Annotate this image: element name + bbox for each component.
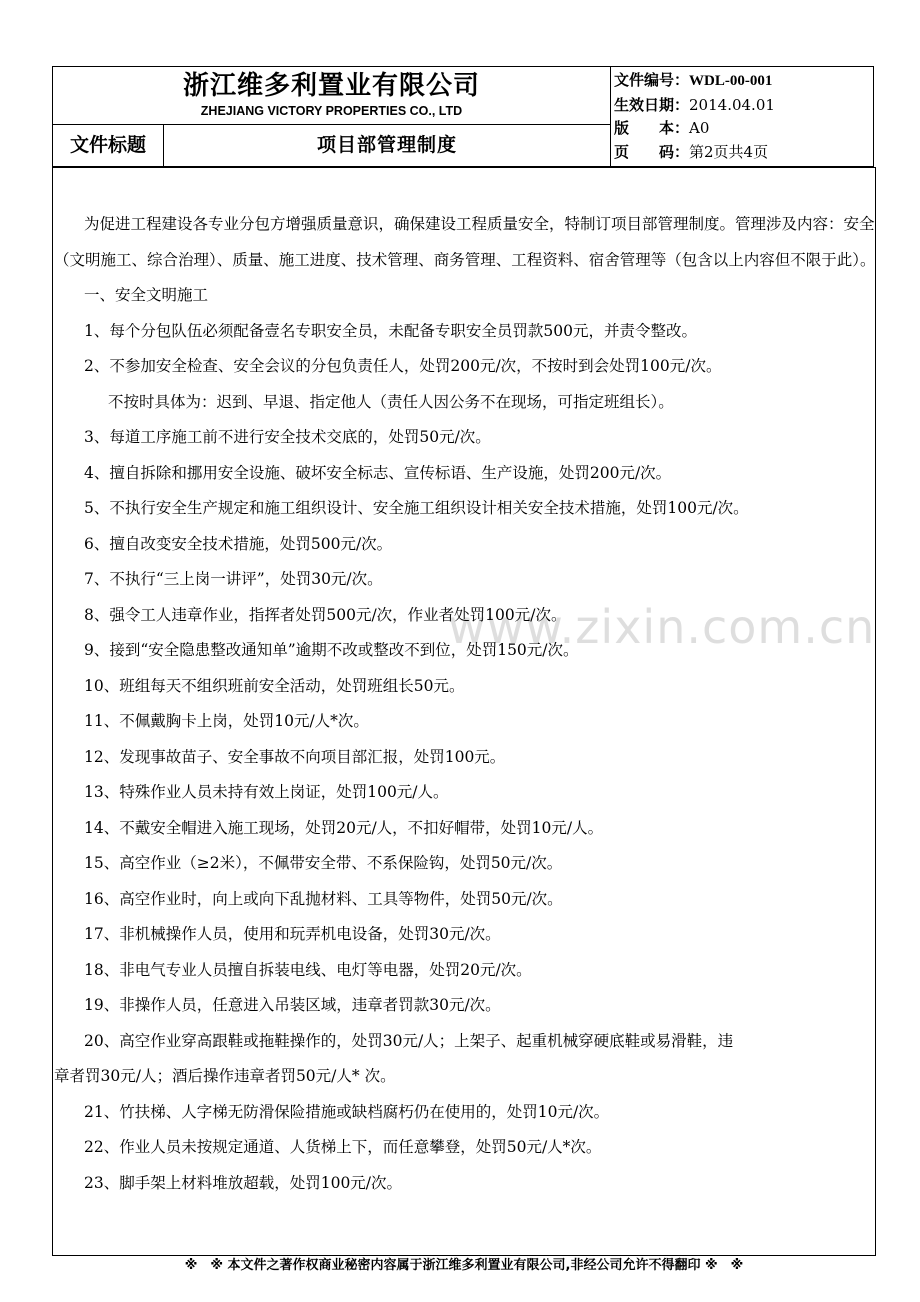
meta-page: 页 码：第2页共4页 [614,142,769,161]
list-item: 12、发现事故苗子、安全事故不向项目部汇报，处罚100元。 [84,747,506,766]
company-name-en: ZHEJIANG VICTORY PROPERTIES CO., LTD [200,104,463,118]
list-item: 17、非机械操作人员，使用和玩弄机电设备，处罚30元/次。 [84,925,501,943]
copyright-footer: ※ ※ 本文件之著作权商业秘密内容属于浙江维多利置业有限公司,非经公司允许不得翻印 ※ ※ [184,1258,744,1273]
list-item: 16、高空作业时，向上或向下乱抛材料、工具等物件，处罚50元/次。 [84,889,563,908]
list-item: 6、擅自改变安全技术措施，处罚500元/次。 [84,534,393,553]
list-item: 21、竹扶梯、人字梯无防滑保险措施或缺档腐朽仍在使用的，处罚10元/次。 [84,1102,610,1121]
intro-paragraph: 为促进工程建设各专业分包方增强质量意识，确保建设工程质量安全，特制订项目部管理制度。管理涉及内容：安全（文明施工、综合治理）、质量、施工进度、技术管理、商务管理、工程资料、宿舍管理等（包含以上内容但不限于此）。 [54,215,876,269]
list-item: 18、非电气专业人员擅自拆装电线、电灯等电器，处罚20元/次。 [84,960,532,979]
list-item: 1、每个分包队伍必须配备壹名专职安全员，未配备专职安全员罚款500元，并责令整改。 [84,321,697,340]
doc-title: 项目部管理制度 [164,125,611,166]
list-item-continuation: 章者罚30元/人；酒后操作违章者罚50元/人* 次。 [54,1067,396,1085]
document-header [52,66,874,167]
list-item: 11、不佩戴胸卡上岗，处罚10元/人*次。 [84,712,369,730]
list-item: 20、高空作业穿高跟鞋或拖鞋操作的，处罚30元/人；上架子、起重机械穿硬底鞋或易滑鞋，违 [84,1031,734,1050]
list-item: 9、接到“安全隐患整改通知单”逾期不改或整改不到位，处罚150元/次。 [84,641,579,659]
document-body [54,207,878,1201]
list-item: 8、强令工人违章作业，指挥者处罚500元/次，作业者处罚100元/次。 [84,605,567,624]
watermark: www.zixin.com.cn [448,600,876,654]
company-name-cn: 浙江维多利置业有限公司 [182,71,480,101]
list-item: 10、班组每天不组织班前安全活动，处罚班组长50元。 [84,676,465,695]
list-item: 2、不参加安全检查、安全会议的分包负责任人，处罚200元/次，不按时到会处罚100元/次。 [84,357,722,375]
doc-meta [611,67,873,166]
list-item: 22、作业人员未按规定通道、人货梯上下，而任意攀登，处罚50元/人*次。 [84,1138,602,1156]
list-item: 15、高空作业（≥2米），不佩带安全带、不系保险钩，处罚50元/次。 [84,854,563,872]
list-item: 14、不戴安全帽进入施工现场，处罚20元/人，不扣好帽带，处罚10元/人。 [84,818,604,837]
list-item: 19、非操作人员，任意进入吊装区域，违章者罚款30元/次。 [84,996,501,1014]
list-item: 4、擅自拆除和挪用安全设施、破坏安全标志、宣传标语、生产设施，处罚200元/次。 [84,463,672,482]
list-item: 23、脚手架上材料堆放超载，处罚100元/次。 [84,1173,403,1192]
list-item: 7、不执行“三上岗一讲评”，处罚30元/次。 [84,570,383,588]
meta-doc-number: 文件编号：WDL-00-001 [614,71,773,89]
doc-title-label: 文件标题 [53,125,164,166]
meta-version: 版 本：A0 [614,119,710,137]
company-name-cell [53,67,611,125]
list-item: 13、特殊作业人员未持有效上岗证，处罚100元/人。 [84,783,449,801]
list-item: 3、每道工序施工前不进行安全技术交底的，处罚50元/次。 [84,428,491,446]
section-title: 一、安全文明施工 [84,286,209,304]
list-item-note: 不按时具体为：迟到、早退、指定他人（责任人因公务不在现场，可指定班组长）。 [108,392,674,411]
meta-effective-date: 生效日期：2014.04.01 [614,95,775,114]
list-item: 5、不执行安全生产规定和施工组织设计、安全施工组织设计相关安全技术措施，处罚100元/次。 [84,499,749,517]
